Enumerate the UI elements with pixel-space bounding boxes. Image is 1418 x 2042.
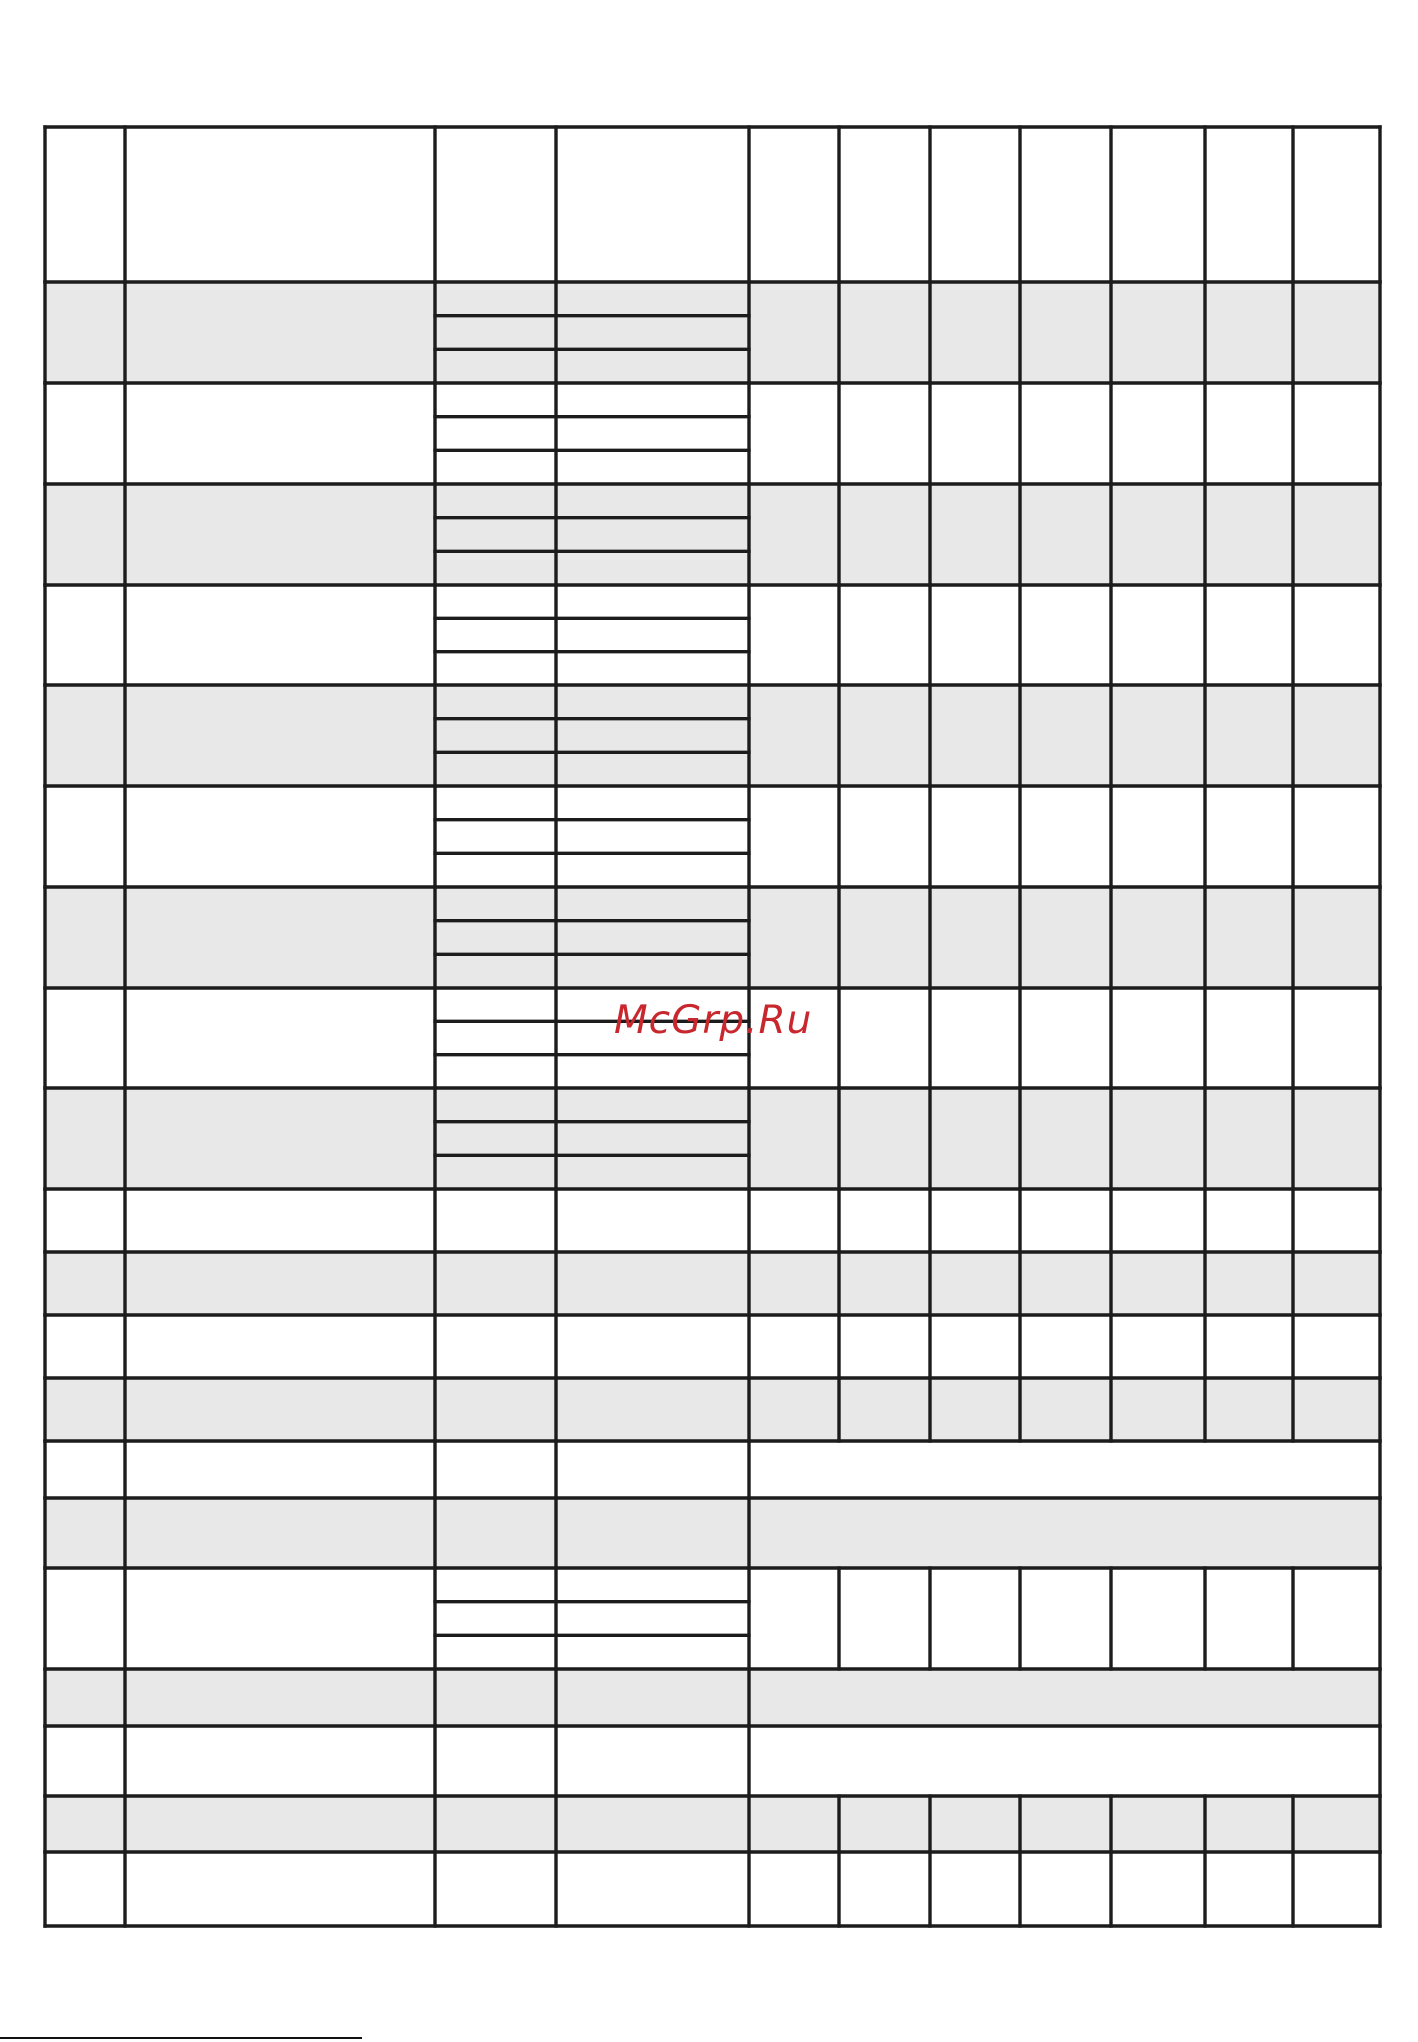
table-row [45,1726,1380,1796]
table-row [45,1796,1380,1852]
table-row [45,786,1380,887]
table-row [45,685,1380,786]
table-row [45,887,1380,988]
page-bottom-rule [0,2037,362,2039]
table-row [45,1568,1380,1669]
table-row [45,1378,1380,1441]
table-row [45,1498,1380,1568]
table-row [45,383,1380,484]
header-row [45,127,1380,282]
table-row [45,1088,1380,1189]
table-row [45,585,1380,685]
watermark-text: McGrp.Ru [614,998,813,1043]
table-row [45,484,1380,585]
table-row [45,1252,1380,1315]
table-row [45,1852,1380,1926]
table-row [45,1669,1380,1726]
table-row [45,1315,1380,1378]
table-row [45,1189,1380,1252]
table-row [45,282,1380,383]
table-row [45,1441,1380,1498]
